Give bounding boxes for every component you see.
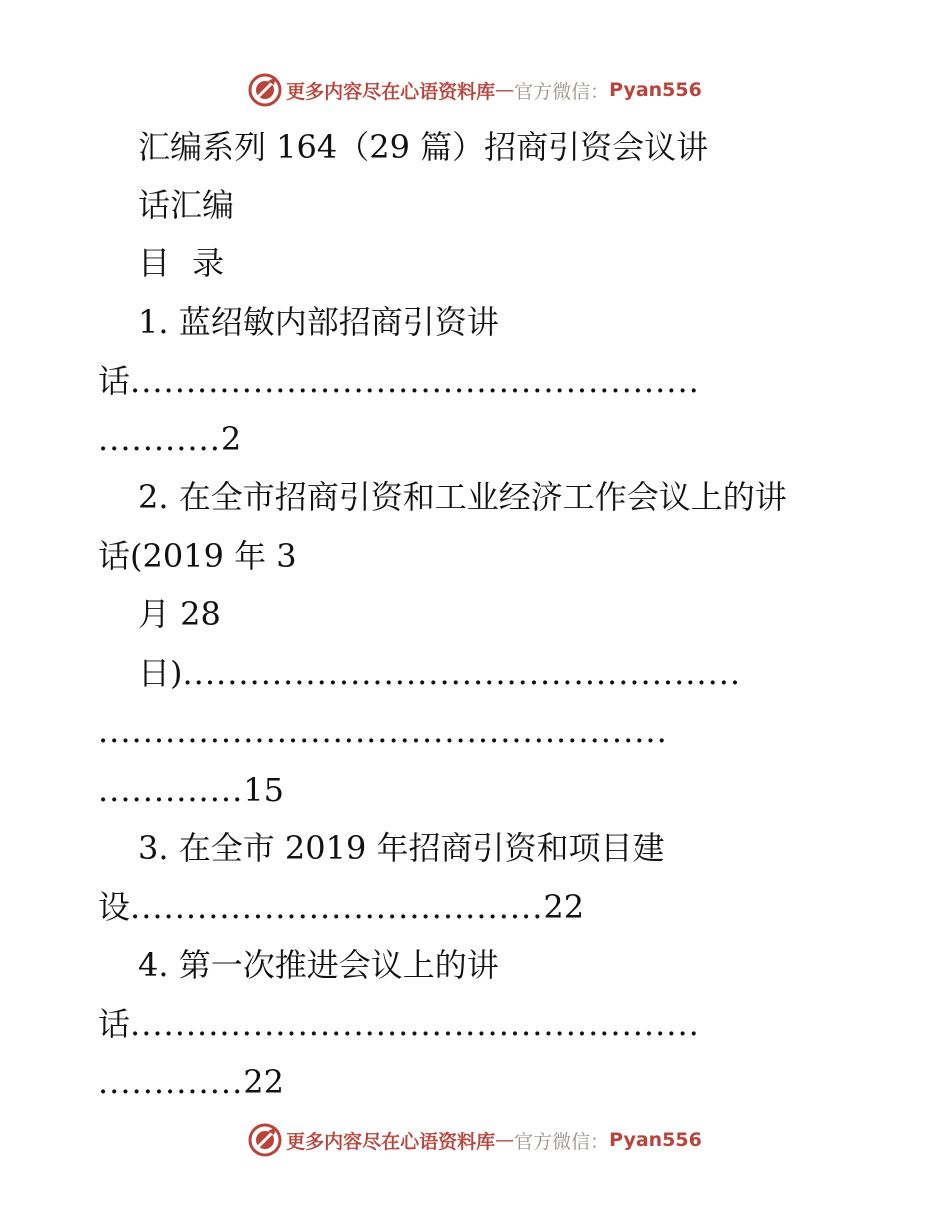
dot-leader: .............: [98, 771, 244, 809]
toc-entry-2-line-2: 话(2019 年 3: [98, 537, 297, 575]
watermark-text: 更多内容尽在心语资料库: [286, 1130, 496, 1153]
toc-entry-4-line-2: 话...................................................: [98, 1005, 700, 1043]
toc-entry-4-title: 4. 第一次推进会议上的讲: [138, 946, 499, 984]
toc-entry-4-page: 22: [243, 1063, 284, 1101]
document-title-line-2: 话汇编: [138, 186, 235, 224]
toc-entry-3-line-2: 设.....................................22: [98, 888, 585, 926]
toc-entry-3-page: 22: [543, 888, 585, 926]
seal-logo-icon: [248, 1123, 282, 1157]
toc-entry-2-line-4: 日)..................................................: [138, 654, 742, 692]
toc-entry-4-line-3: [98, 1057, 950, 1107]
watermark-separator: —: [495, 1129, 515, 1151]
document-title-line-1: 汇编系列 164（29 篇）招商引资会议讲: [138, 128, 709, 166]
toc-entry-2-title: 2. 在全市招商引资和工业经济工作会议上的讲: [138, 478, 787, 516]
toc-entry-2-line-3: 月 28: [138, 595, 221, 633]
watermark-wechat-label: 官方微信：: [514, 80, 610, 103]
watermark-banner-bottom: [0, 1120, 950, 1160]
toc-entry-1-page: 2: [220, 420, 242, 458]
toc-entry-2-line-5: [98, 706, 950, 756]
dot-leader: .............: [98, 1063, 244, 1101]
toc-entry-2-line-6: [98, 765, 950, 815]
dot-leader: .....................................: [130, 888, 544, 926]
watermark-text: 更多内容尽在心语资料库: [286, 80, 496, 103]
seal-logo-icon: [248, 73, 282, 107]
dot-leader: ...................................................: [98, 712, 668, 750]
watermark-banner-top: [0, 70, 950, 110]
toc-entry-1-line-2: 话...................................................: [98, 362, 700, 400]
watermark-separator: —: [495, 79, 515, 101]
toc-entry-1-line-3: [98, 414, 950, 464]
toc-entry-2-page: 15: [243, 771, 284, 809]
dot-leader: ...........: [98, 420, 221, 458]
watermark-wechat-id: Pyan556: [609, 1129, 702, 1151]
watermark-wechat-id: Pyan556: [609, 79, 702, 101]
dot-leader: ...................................................: [130, 362, 700, 400]
watermark-wechat-label: 官方微信：: [514, 1130, 610, 1153]
toc-entry-3-title: 3. 在全市 2019 年招商引资和项目建: [138, 829, 665, 867]
dot-leader: ..................................................: [182, 654, 742, 692]
toc-entry-1-title: 1. 蓝绍敏内部招商引资讲: [138, 303, 499, 341]
dot-leader: ...................................................: [130, 1005, 700, 1043]
toc-heading: 目 录: [138, 244, 231, 282]
